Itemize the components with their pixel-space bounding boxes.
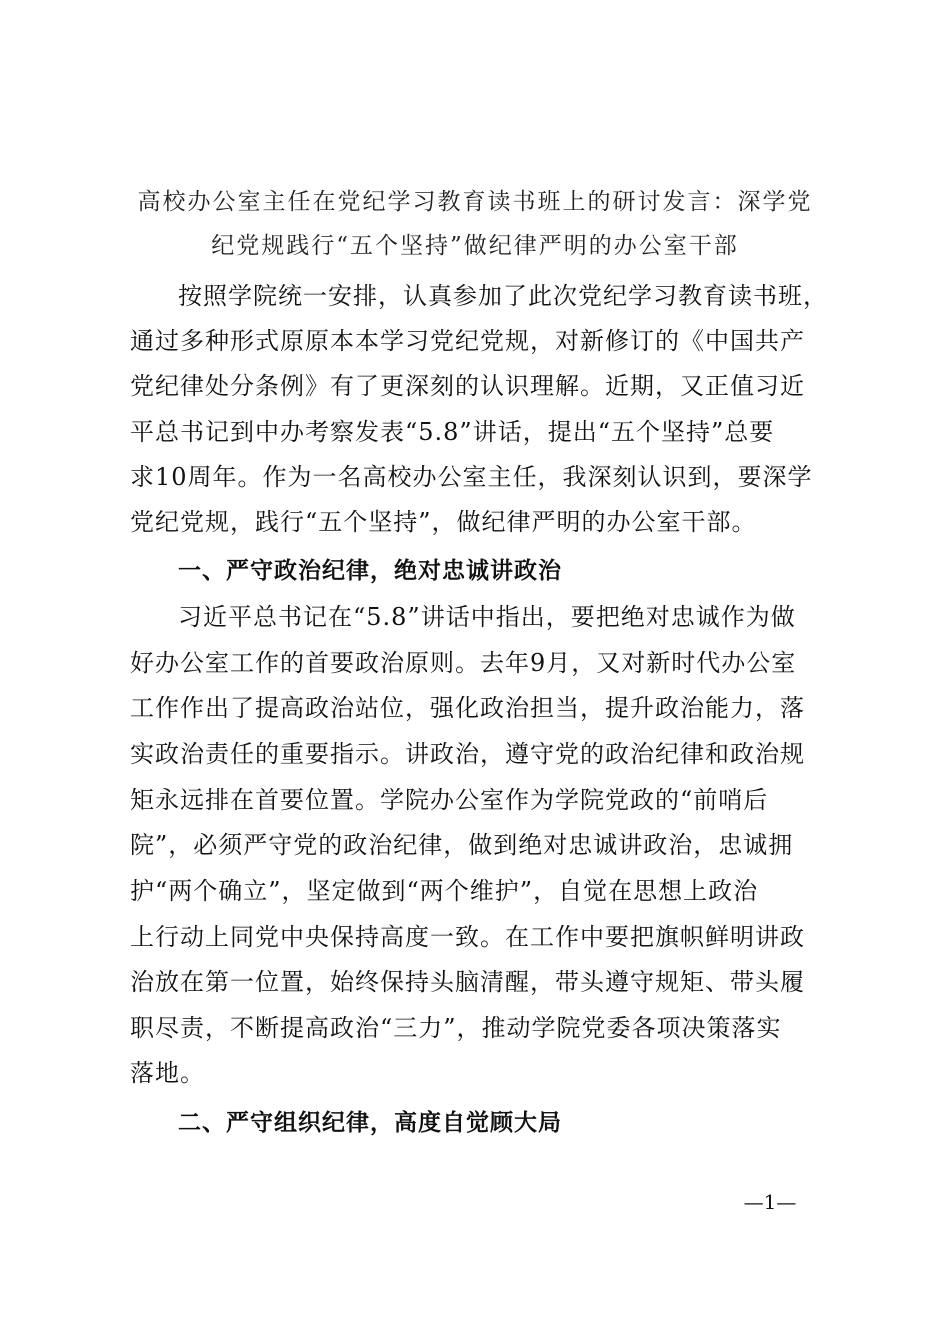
section1-paragraph-line: 上行动上同党中央保持高度一致。在工作中要把旗帜鲜明讲政 <box>130 923 805 951</box>
intro-paragraph-line: 按照学院统一安排，认真参加了此次党纪学习教育读书班， <box>178 282 828 310</box>
section1-paragraph-line: 落地。 <box>130 1059 205 1087</box>
section1-paragraph-line: 矩永远排在首要位置。学院办公室作为学院党政的“前哨后 <box>130 786 769 814</box>
intro-paragraph-line: 通过多种形式原原本本学习党纪党规，对新修订的《中国共产 <box>130 327 805 355</box>
section1-paragraph-line: 院”，必须严守党的政治纪律，做到绝对忠诚讲政治，忠诚拥 <box>130 831 794 859</box>
intro-paragraph-line: 党纪律处分条例》有了更深刻的认识理解。近期，又正值习近 <box>130 372 805 400</box>
section1-paragraph-line: 职尽责，不断提高政治“三力”，推动学院党委各项决策落实 <box>130 1014 782 1042</box>
section1-paragraph-line: 工作作出了提高政治站位，强化政治担当，提升政治能力，落 <box>130 694 805 722</box>
document-title-line-1: 高校办公室主任在党纪学习教育读书班上的研讨发言：深学党 <box>137 189 813 215</box>
page-number: —1— <box>743 1190 797 1214</box>
section-heading-1: 一、严守政治纪律，绝对忠诚讲政治 <box>178 558 562 584</box>
section1-paragraph-line: 护“两个确立”，坚定做到“两个维护”，自觉在思想上政治 <box>130 877 759 905</box>
section-heading-2: 二、严守组织纪律，高度自觉顾大局 <box>178 1110 562 1136</box>
intro-paragraph-line: 党纪党规，践行“五个坚持”，做纪律严明的办公室干部。 <box>130 508 757 536</box>
section1-paragraph-line: 实政治责任的重要指示。讲政治，遵守党的政治纪律和政治规 <box>130 740 805 768</box>
section1-paragraph-line: 好办公室工作的首要政治原则。去年9月，又对新时代办公室 <box>130 649 797 677</box>
document-title-line-2: 纪党规践行“五个坚持”做纪律严明的办公室干部 <box>211 233 739 259</box>
section1-paragraph-line: 治放在第一位置，始终保持头脑清醒，带头遵守规矩、带头履 <box>130 968 805 996</box>
intro-paragraph-line: 平总书记到中办考察发表“5.8”讲话，提出“五个坚持”总要 <box>130 418 775 446</box>
intro-paragraph-line: 求10周年。作为一名高校办公室主任，我深刻认识到，要深学 <box>130 463 813 491</box>
section1-paragraph-line: 习近平总书记在“5.8”讲话中指出，要把绝对忠诚作为做 <box>178 603 796 631</box>
